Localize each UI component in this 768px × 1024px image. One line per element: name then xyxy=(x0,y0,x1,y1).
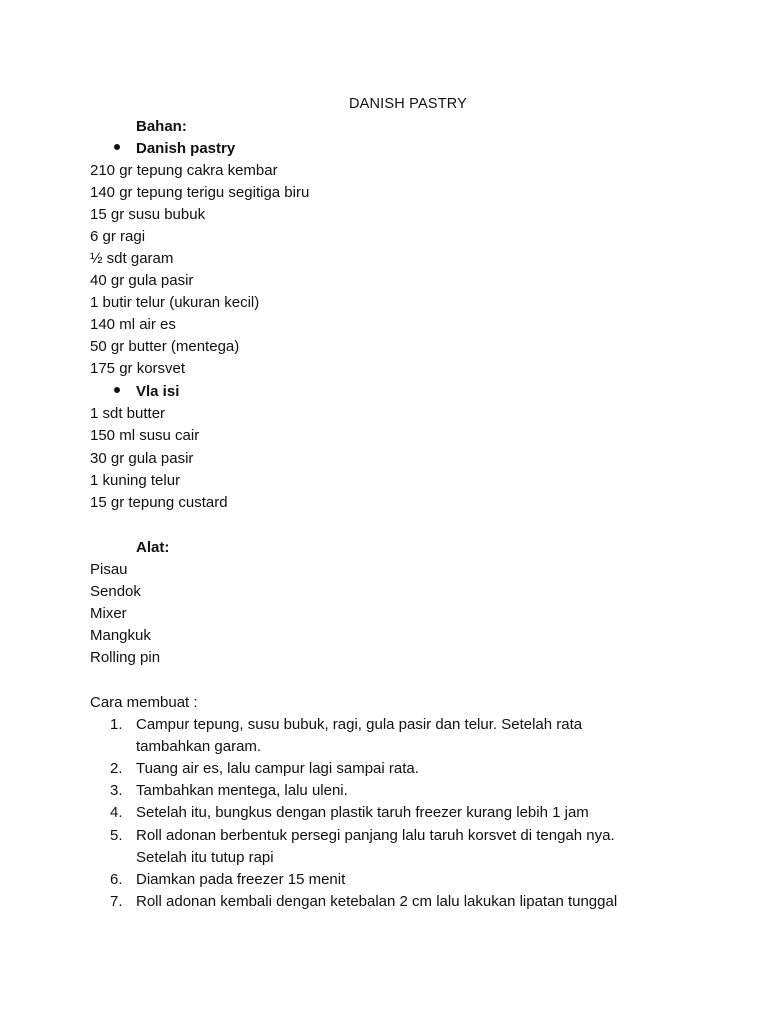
ingredient-item: 30 gr gula pasir xyxy=(90,450,194,467)
section-heading-danish-pastry xyxy=(114,138,235,160)
step-text: Tambahkan mentega, lalu uleni. xyxy=(136,782,348,799)
step-number: 1. xyxy=(110,716,123,733)
document-title: DANISH PASTRY xyxy=(348,96,468,112)
method-step xyxy=(110,825,615,847)
ingredient-item: 1 butir telur (ukuran kecil) xyxy=(90,294,260,311)
method-step xyxy=(110,780,348,802)
method-step xyxy=(110,714,582,736)
ingredient-item: 6 gr ragi xyxy=(90,228,146,245)
step-text: Tuang air es, lalu campur lagi sampai rata. xyxy=(136,760,419,777)
step-text: Diamkan pada freezer 15 menit xyxy=(136,871,346,888)
section-name: Danish pastry xyxy=(136,140,236,157)
ingredient-item: 15 gr susu bubuk xyxy=(90,206,206,223)
step-text: Setelah itu, bungkus dengan plastik taruh freezer kurang lebih 1 jam xyxy=(136,804,589,821)
method-step xyxy=(110,869,345,891)
step-number: 3. xyxy=(110,782,123,799)
section-name: Vla isi xyxy=(136,383,180,400)
bullet-icon xyxy=(114,387,120,393)
alat-heading: Alat: xyxy=(136,539,170,556)
ingredient-item: 140 ml air es xyxy=(90,316,176,333)
method-step xyxy=(110,758,419,780)
step-text-continued: Setelah itu tutup rapi xyxy=(136,849,274,866)
tool-item: Rolling pin xyxy=(90,649,161,666)
ingredient-item: 50 gr butter (mentega) xyxy=(90,338,240,355)
ingredient-item: 1 sdt butter xyxy=(90,405,166,422)
ingredient-item: 150 ml susu cair xyxy=(90,427,200,444)
section-heading-vla-isi xyxy=(114,381,179,403)
step-number: 7. xyxy=(110,893,123,910)
step-text: Roll adonan kembali dengan ketebalan 2 cm lalu lakukan lipatan tunggal xyxy=(136,893,618,910)
step-text: Campur tepung, susu bubuk, ragi, gula pasir dan telur. Setelah rata xyxy=(136,716,583,733)
step-number: 6. xyxy=(110,871,123,888)
step-text-continued: tambahkan garam. xyxy=(136,738,262,755)
bullet-icon xyxy=(114,144,120,150)
ingredient-item: 175 gr korsvet xyxy=(90,360,186,377)
method-step xyxy=(110,891,617,913)
tool-item: Pisau xyxy=(90,561,128,578)
ingredient-item: 1 kuning telur xyxy=(90,472,181,489)
ingredient-item: 40 gr gula pasir xyxy=(90,272,194,289)
ingredient-item: 210 gr tepung cakra kembar xyxy=(90,162,278,179)
step-number: 2. xyxy=(110,760,123,777)
bahan-heading: Bahan: xyxy=(136,118,187,135)
step-number: 4. xyxy=(110,804,123,821)
method-heading: Cara membuat : xyxy=(90,694,198,711)
tool-item: Mixer xyxy=(90,605,127,622)
tool-item: Sendok xyxy=(90,583,141,600)
tool-item: Mangkuk xyxy=(90,627,151,644)
step-text: Roll adonan berbentuk persegi panjang lalu taruh korsvet di tengah nya. xyxy=(136,827,615,844)
ingredient-item: 15 gr tepung custard xyxy=(90,494,228,511)
method-step xyxy=(110,802,589,824)
ingredient-item: ½ sdt garam xyxy=(90,250,174,267)
ingredient-item: 140 gr tepung terigu segitiga biru xyxy=(90,184,310,201)
step-number: 5. xyxy=(110,827,123,844)
